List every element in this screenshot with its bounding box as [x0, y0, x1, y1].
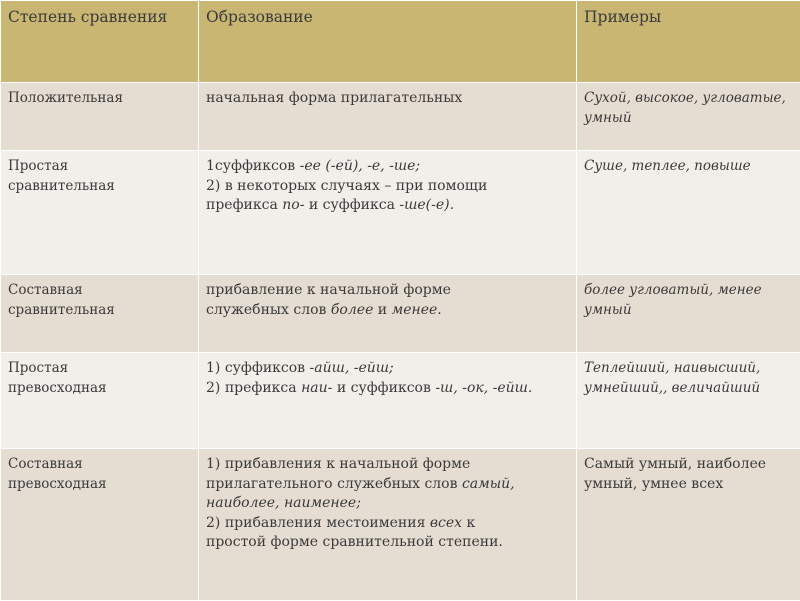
degree-text: Составная: [8, 281, 188, 301]
degree-text: Составная: [8, 455, 188, 475]
examples-text: Суше, теплее, повыше: [584, 158, 751, 174]
suffix-text: -ш, -ок, -ейш.: [435, 380, 532, 396]
prefix-text: наи-: [301, 380, 332, 396]
table-row: [1, 151, 800, 275]
suffix-text: -ее (-ей), -е, -ше;: [300, 158, 421, 174]
formation-text: прилагательного служебных слов: [206, 476, 462, 492]
degree-text: превосходная: [8, 379, 188, 399]
suffix-text: -айш, -ейш;: [310, 360, 394, 376]
header-formation: Образование: [199, 1, 577, 83]
formation-cell: [199, 83, 577, 151]
examples-text: более угловатый, менее умный: [584, 282, 762, 318]
formation-text: простой форме сравнительной степени.: [206, 534, 503, 550]
examples-text: Теплейший, наивысший, умнейший,, величайший: [584, 360, 760, 396]
formation-line: [206, 301, 566, 321]
header-degree: Степень сравнения: [1, 1, 199, 83]
examples-cell: [577, 83, 800, 151]
formation-text: 2) прибавления местоимения: [206, 515, 430, 531]
formation-line: [206, 359, 566, 379]
table-row: [1, 449, 800, 601]
formation-text: 2) в некоторых случаях – при помощи: [206, 178, 487, 194]
degree-text: Простая: [8, 359, 188, 379]
examples-text: Сухой, высокое, угловатые, умный: [584, 90, 786, 126]
degree-text: Простая: [8, 157, 188, 177]
degree-text: превосходная: [8, 475, 188, 495]
formation-text: к: [462, 515, 475, 531]
degree-text: сравнительная: [8, 177, 188, 197]
formation-text: начальная форма прилагательных: [206, 89, 566, 109]
formation-text: и суффикса: [304, 197, 399, 213]
formation-text: 1) прибавления к начальной форме: [206, 456, 470, 472]
examples-cell: [577, 449, 800, 601]
formation-text: 1) суффиксов: [206, 360, 310, 376]
examples-cell: [577, 275, 800, 353]
examples-cell: [577, 353, 800, 449]
formation-text: 2) префикса: [206, 380, 301, 396]
degree-text: Положительная: [8, 89, 188, 109]
table-row: [1, 275, 800, 353]
formation-line: [206, 475, 566, 495]
formation-line: [206, 494, 566, 514]
formation-line: [206, 455, 566, 475]
formation-line: [206, 196, 566, 216]
word-text: самый,: [462, 476, 515, 492]
table-header-row: [1, 1, 800, 83]
degree-cell: [1, 449, 199, 601]
formation-cell: [199, 449, 577, 601]
word-text: менее: [392, 302, 438, 318]
word-text: наиболее, наименее;: [206, 495, 361, 511]
formation-cell: [199, 275, 577, 353]
formation-text: служебных слов: [206, 302, 331, 318]
word-text: всех: [430, 515, 462, 531]
word-text: более: [331, 302, 373, 318]
formation-text: префикса: [206, 197, 282, 213]
formation-text: и суффиксов: [332, 380, 435, 396]
degree-cell: [1, 83, 199, 151]
formation-cell: [199, 353, 577, 449]
degree-cell: [1, 353, 199, 449]
formation-text: .: [437, 302, 441, 318]
formation-text: и: [373, 302, 391, 318]
formation-line: [206, 281, 566, 301]
degree-cell: [1, 275, 199, 353]
examples-text: Самый умный, наиболее умный, умнее всех: [584, 456, 766, 492]
formation-line: [206, 533, 566, 553]
suffix-text: -ше(-е).: [399, 197, 454, 213]
table-row: [1, 83, 800, 151]
prefix-text: по-: [282, 197, 304, 213]
formation-text: 1суффиксов: [206, 158, 300, 174]
formation-text: прибавление к начальной форме: [206, 282, 451, 298]
header-examples: Примеры: [577, 1, 800, 83]
examples-cell: [577, 151, 800, 275]
formation-line: [206, 379, 566, 399]
degree-text: сравнительная: [8, 301, 188, 321]
formation-line: [206, 514, 566, 534]
degree-cell: [1, 151, 199, 275]
table-row: [1, 353, 800, 449]
formation-line: [206, 177, 566, 197]
formation-line: [206, 157, 566, 177]
formation-cell: [199, 151, 577, 275]
